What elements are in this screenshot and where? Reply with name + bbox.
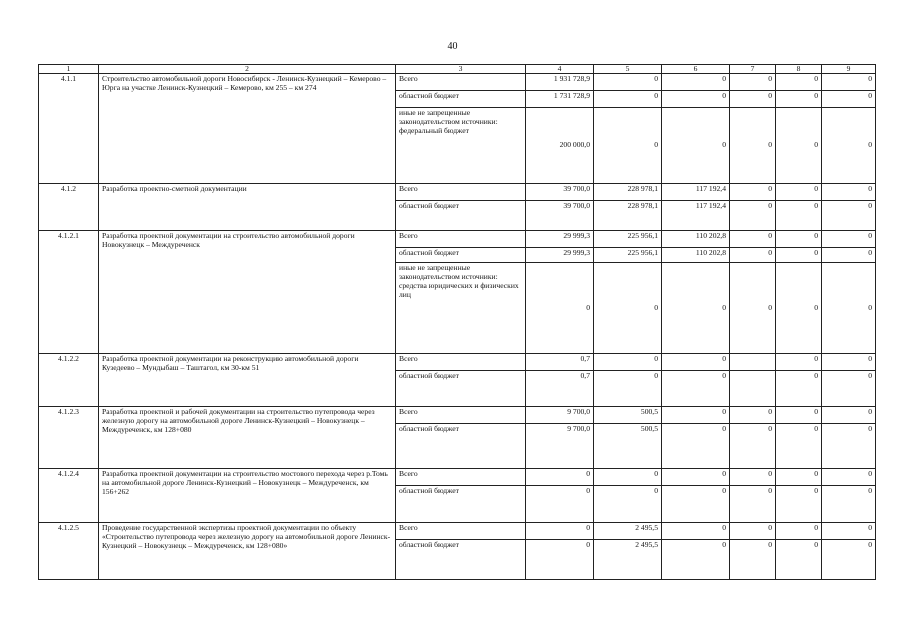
year-4-amount: 0	[730, 74, 776, 91]
year-6-amount: 0	[822, 523, 876, 540]
year-5-amount: 0	[776, 523, 822, 540]
funding-source-label: иные не запрещенные законодательством источники: федеральный бюджет	[396, 108, 526, 184]
year-5-amount: 0	[776, 263, 822, 354]
year-5-amount: 0	[776, 248, 822, 263]
year-6-amount: 0	[822, 354, 876, 371]
year-1-amount: 0	[526, 540, 594, 580]
funding-source-label: Всего	[396, 184, 526, 201]
item-name: Разработка проектной документации на строительство мостового перехода через р.Томь на автомобильной дороге Ленинск-Кузнецкий – Новокузнецк – Междуреченск, км 156+262	[99, 469, 396, 523]
year-1-amount: 29 999,3	[526, 231, 594, 248]
year-3-amount: 0	[662, 486, 730, 523]
funding-source-label: Всего	[396, 523, 526, 540]
year-1-amount: 0	[526, 486, 594, 523]
year-6-amount: 0	[822, 371, 876, 407]
item-name: Разработка проектной и рабочей документации на строительство путепровода через железную дорогу на автомобильной дороге Ленинск-Кузнецкий – Новокузнецк – Междуреченск, км 128+080	[99, 407, 396, 469]
year-1-amount: 0,7	[526, 354, 594, 371]
column-header: 7	[730, 65, 776, 74]
year-4-amount: 0	[730, 201, 776, 231]
column-header: 8	[776, 65, 822, 74]
year-5-amount: 0	[776, 424, 822, 469]
year-5-amount: 0	[776, 486, 822, 523]
funding-source-label: областной бюджет	[396, 486, 526, 523]
year-3-amount: 110 202,8	[662, 248, 730, 263]
column-header: 5	[594, 65, 662, 74]
item-code: 4.1.2.4	[39, 469, 99, 523]
year-4-amount: 0	[730, 523, 776, 540]
year-3-amount: 117 192,4	[662, 201, 730, 231]
page-number: 40	[447, 41, 458, 52]
year-6-amount: 0	[822, 231, 876, 248]
year-3-amount: 0	[662, 540, 730, 580]
table-row	[39, 354, 876, 371]
year-2-amount: 0	[594, 354, 662, 371]
year-1-amount: 9 700,0	[526, 424, 594, 469]
year-1-amount: 1 731 728,9	[526, 91, 594, 108]
year-2-amount: 2 495,5	[594, 523, 662, 540]
year-6-amount: 0	[822, 424, 876, 469]
year-5-amount: 0	[776, 407, 822, 424]
year-1-amount: 39 700,0	[526, 201, 594, 231]
year-2-amount: 0	[594, 486, 662, 523]
year-1-amount: 0	[526, 469, 594, 486]
year-2-amount: 0	[594, 263, 662, 354]
year-3-amount: 0	[662, 263, 730, 354]
year-4-amount: 0	[730, 469, 776, 486]
year-6-amount: 0	[822, 201, 876, 231]
year-6-amount: 0	[822, 486, 876, 523]
year-5-amount: 0	[776, 184, 822, 201]
year-3-amount: 110 202,8	[662, 231, 730, 248]
year-5-amount: 0	[776, 74, 822, 91]
column-header: 9	[822, 65, 876, 74]
funding-source-label: областной бюджет	[396, 371, 526, 407]
table-row	[39, 74, 876, 91]
year-2-amount: 500,5	[594, 424, 662, 469]
item-code: 4.1.2.1	[39, 231, 99, 354]
year-1-amount: 0	[526, 523, 594, 540]
year-6-amount: 0	[822, 74, 876, 91]
year-4-amount: 0	[730, 248, 776, 263]
year-1-amount: 0	[526, 263, 594, 354]
year-3-amount: 0	[662, 354, 730, 371]
year-6-amount: 0	[822, 407, 876, 424]
funding-source-label: Всего	[396, 231, 526, 248]
year-5-amount: 0	[776, 354, 822, 371]
year-1-amount: 9 700,0	[526, 407, 594, 424]
item-code: 4.1.2.3	[39, 407, 99, 469]
year-5-amount: 0	[776, 201, 822, 231]
column-header: 4	[526, 65, 594, 74]
year-5-amount: 0	[776, 231, 822, 248]
year-4-amount: 0	[730, 91, 776, 108]
year-2-amount: 225 956,1	[594, 248, 662, 263]
funding-source-label: Всего	[396, 407, 526, 424]
item-code: 4.1.2.5	[39, 523, 99, 580]
item-name: Разработка проектной документации на строительство автомобильной дороги Новокузнецк – Междуреченск	[99, 231, 396, 354]
year-2-amount: 0	[594, 108, 662, 184]
funding-source-label: Всего	[396, 74, 526, 91]
year-2-amount: 228 978,1	[594, 184, 662, 201]
table-row	[39, 231, 876, 248]
year-4-amount: 0	[730, 108, 776, 184]
year-3-amount: 0	[662, 523, 730, 540]
item-name: Проведение государственной экспертизы проектной документации по объекту «Строительство путепровода через железную дорогу на автомобильной дороге Ленинск-Кузнецкий – Новокузнецк – Междуреченск, км 128+080»	[99, 523, 396, 580]
item-name: Разработка проектной документации на реконструкцию автомобильной дороги Кузедеево – Мундыбаш – Таштагол, км 30-км 51	[99, 354, 396, 407]
year-1-amount: 39 700,0	[526, 184, 594, 201]
funding-source-label: областной бюджет	[396, 91, 526, 108]
year-5-amount: 0	[776, 540, 822, 580]
year-6-amount: 0	[822, 469, 876, 486]
column-header: 2	[99, 65, 396, 74]
year-3-amount: 0	[662, 407, 730, 424]
year-6-amount: 0	[822, 248, 876, 263]
year-6-amount: 0	[822, 91, 876, 108]
table-row	[39, 184, 876, 201]
year-2-amount: 0	[594, 74, 662, 91]
year-1-amount: 200 000,0	[526, 108, 594, 184]
budget-table	[38, 64, 876, 580]
funding-source-label: областной бюджет	[396, 540, 526, 580]
item-name: Строительство автомобильной дороги Новосибирск - Ленинск-Кузнецкий – Кемерово – Юрга на участке Ленинск-Кузнецкий – Кемерово, км 255 – км 274	[99, 74, 396, 184]
year-4-amount: 0	[730, 231, 776, 248]
year-2-amount: 2 495,5	[594, 540, 662, 580]
year-1-amount: 0,7	[526, 371, 594, 407]
year-4-amount: 0	[730, 184, 776, 201]
year-5-amount: 0	[776, 371, 822, 407]
year-4-amount	[730, 354, 776, 371]
year-6-amount: 0	[822, 108, 876, 184]
item-code: 4.1.2.2	[39, 354, 99, 407]
table-row	[39, 469, 876, 486]
year-2-amount: 0	[594, 469, 662, 486]
year-3-amount: 0	[662, 371, 730, 407]
year-2-amount: 0	[594, 91, 662, 108]
year-3-amount: 0	[662, 424, 730, 469]
item-name: Разработка проектно-сметной документации	[99, 184, 396, 231]
funding-source-label: Всего	[396, 469, 526, 486]
year-4-amount: 0	[730, 263, 776, 354]
year-6-amount: 0	[822, 184, 876, 201]
item-code: 4.1.1	[39, 74, 99, 184]
year-3-amount: 0	[662, 469, 730, 486]
column-header: 1	[39, 65, 99, 74]
year-1-amount: 1 931 728,9	[526, 74, 594, 91]
column-header: 6	[662, 65, 730, 74]
year-6-amount: 0	[822, 263, 876, 354]
year-5-amount: 0	[776, 469, 822, 486]
year-2-amount: 225 956,1	[594, 231, 662, 248]
funding-source-label: Всего	[396, 354, 526, 371]
year-2-amount: 500,5	[594, 407, 662, 424]
funding-source-label: иные не запрещенные законодательством источники: средства юридических и физических лиц	[396, 263, 526, 354]
year-4-amount: 0	[730, 486, 776, 523]
table-body	[39, 74, 876, 580]
funding-source-label: областной бюджет	[396, 424, 526, 469]
year-3-amount: 0	[662, 74, 730, 91]
year-4-amount: 0	[730, 540, 776, 580]
year-6-amount: 0	[822, 540, 876, 580]
year-3-amount: 0	[662, 108, 730, 184]
year-2-amount: 0	[594, 371, 662, 407]
year-3-amount: 0	[662, 91, 730, 108]
item-code: 4.1.2	[39, 184, 99, 231]
table-row	[39, 407, 876, 424]
year-4-amount	[730, 371, 776, 407]
column-number-row	[39, 65, 876, 74]
year-1-amount: 29 999,3	[526, 248, 594, 263]
year-5-amount: 0	[776, 91, 822, 108]
year-2-amount: 228 978,1	[594, 201, 662, 231]
funding-source-label: областной бюджет	[396, 201, 526, 231]
funding-source-label: областной бюджет	[396, 248, 526, 263]
year-5-amount: 0	[776, 108, 822, 184]
column-header: 3	[396, 65, 526, 74]
year-3-amount: 117 192,4	[662, 184, 730, 201]
year-4-amount: 0	[730, 407, 776, 424]
table-row	[39, 523, 876, 540]
year-4-amount: 0	[730, 424, 776, 469]
